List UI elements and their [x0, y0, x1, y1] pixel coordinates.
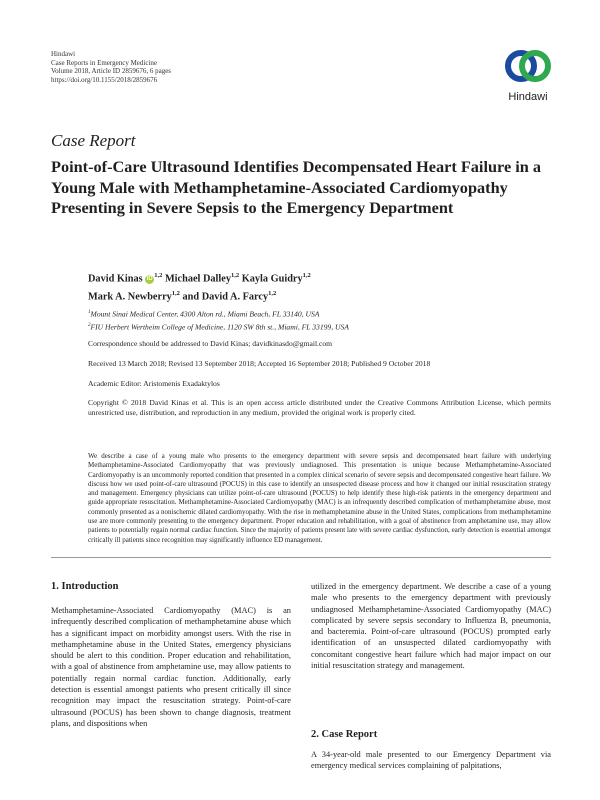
academic-editor: Academic Editor: Aristomenis Exadaktylos — [88, 379, 220, 388]
intro-heading: 1. Introduction — [51, 581, 119, 592]
case-text: A 34-year-old male presented to our Emergency Department via emergency medical services complaining of palpitations, — [311, 750, 551, 771]
intro-text-continued: utilized in the emergency department. We describe a case of a young male who presents to the emergency department with previously undiagnosed Methamphetamine-Associated Cardiomyopathy (MAC) complicated by severe sepsis secondary to Influenza B, pneumonia, and bacteremia. Point-of-care ultrasound (POCUS) prompted early identification of an unsuspected dilated cardiomyopathy with concomitant congestive heart failure which had major impact on our initial resuscitation strategy and management. — [311, 582, 551, 671]
doi-link[interactable]: https://doi.org/10.1155/2018/2859676 — [51, 75, 158, 84]
case-heading: 2. Case Report — [311, 729, 378, 740]
copyright: Copyright © 2018 David Kinas et al. This is an open access article distributed under the Creative Commons Attribution License, which permits unrestricted use, distribution, and reproduction in any medium, provided the original work is properly cited. — [88, 398, 551, 417]
publisher: Hindawi — [51, 50, 76, 58]
divider — [51, 557, 551, 558]
abstract: We describe a case of a young male who presents to the emergency department with severe sepsis and decompensated heart failure with underlying Methamphetamine-Associated Cardiomyopathy that was previously undiagnosed. This presentation is unique because Methamphetamine-Associated Cardiomyopathy is an uncommonly reported condition that presented in a complex clinical scenario of severe sepsis and decompensated congestive heart failure. We discuss how we used point-of-care ultrasound (POCUS) in this case to identify an unsuspected disease process and how it changed our initial resuscitation strategy and management. Emergency physicians can utilize point-of-care ultrasound (POCUS) to help identify these high-risk patients in the emergency department and guide appropriate resuscitation. Methamphetamine-Associated Cardiomyopathy (MAC) is an infrequently described complication of methamphetamine abuse, most commonly presented as a nonischemic dilated cardiomyopathy. With the rise in methamphetamine abuse in the United States, complications from methamphetamine use are more commonly presenting to the emergency department. Proper education and rehabilitation, with a goal of abstinence from amphetamine use, may allow patients to potentially regain normal cardiac function. Since the majority of patients present late with severe cardiac dysfunction, early detection is essential amongst critically ill patients since recognition may significantly influence ED management. — [88, 452, 551, 544]
correspondence: Correspondence should be addressed to David Kinas; davidkinasdo@gmail.com — [88, 339, 333, 348]
article-dates: Received 13 March 2018; Revised 13 September 2018; Accepted 16 September 2018; Published 9 October 2018 — [88, 359, 431, 368]
author-list: David Kinas iD $^{1,2}$ Michael Dalley$^{1,2}$ Kayla Guidry$^{1,2}$ Mark A. Newberry$^{1,2}$ and David A. Farcy$^{1,2}$ — [88, 272, 311, 303]
author-name[interactable]: David A. Farcy — [201, 291, 269, 303]
author-aff: 1,2 — [302, 272, 311, 279]
author-name[interactable]: Michael Dalley — [164, 273, 231, 285]
author-name[interactable]: Kayla Guidry — [241, 273, 303, 285]
volume-info: Volume 2018, Article ID 2859676, 6 pages — [51, 67, 172, 76]
article-title: Point-of-Care Ultrasound Identifies Decompensated Heart Failure in a Young Male with Methamphetamine-Associated Cardiomyopathy Presenting in Severe Sepsis to the Emergency Department — [51, 157, 542, 217]
aff-text: FIU Herbert Wertheim College of Medicine, 1120 SW 8th st., Miami, FL 33199, USA — [90, 322, 349, 332]
aff-num: 1 — [88, 310, 91, 315]
affiliation — [88, 308, 528, 320]
journal-meta — [51, 50, 171, 84]
author-name[interactable]: Mark A. Newberry — [88, 291, 172, 303]
aff-num: 2 — [88, 323, 91, 328]
logo-text: Hindawi — [508, 91, 548, 103]
author-aff: 1,2 — [154, 272, 163, 279]
author-name[interactable]: David Kinas — [88, 273, 143, 285]
article-type: Case Report — [51, 131, 136, 150]
affiliation — [88, 321, 528, 333]
journal-name: Case Reports in Emergency Medicine — [51, 58, 158, 67]
author-aff: 1,2 — [231, 272, 240, 279]
intro-text: Methamphetamine-Associated Cardiomyopathy (MAC) is an infrequently described complication of methamphetamine abuse which has a significant impact on morbidity amongst users. With the rise in methamphetamine abuse in the United States, emergency physicians should be alert to this condition. Proper education and rehabilitation, with a goal of abstinence from amphetamine use, may allow patients to potentially regain normal cardiac function. Additionally, early detection is essential amongst patients who present critically ill since recognition may impact the resuscitation strategy. Point-of-care ultrasound (POCUS) has been shown to change diagnosis, treatment plans, and dispositions when — [51, 606, 291, 728]
author-aff: 1,2 — [171, 290, 180, 298]
aff-text: Mount Sinai Medical Center, 4300 Alton rd., Miami Beach, FL 33140, USA — [90, 309, 320, 319]
orcid-icon[interactable]: iD — [146, 275, 153, 282]
author-aff: 1,2 — [268, 290, 277, 298]
